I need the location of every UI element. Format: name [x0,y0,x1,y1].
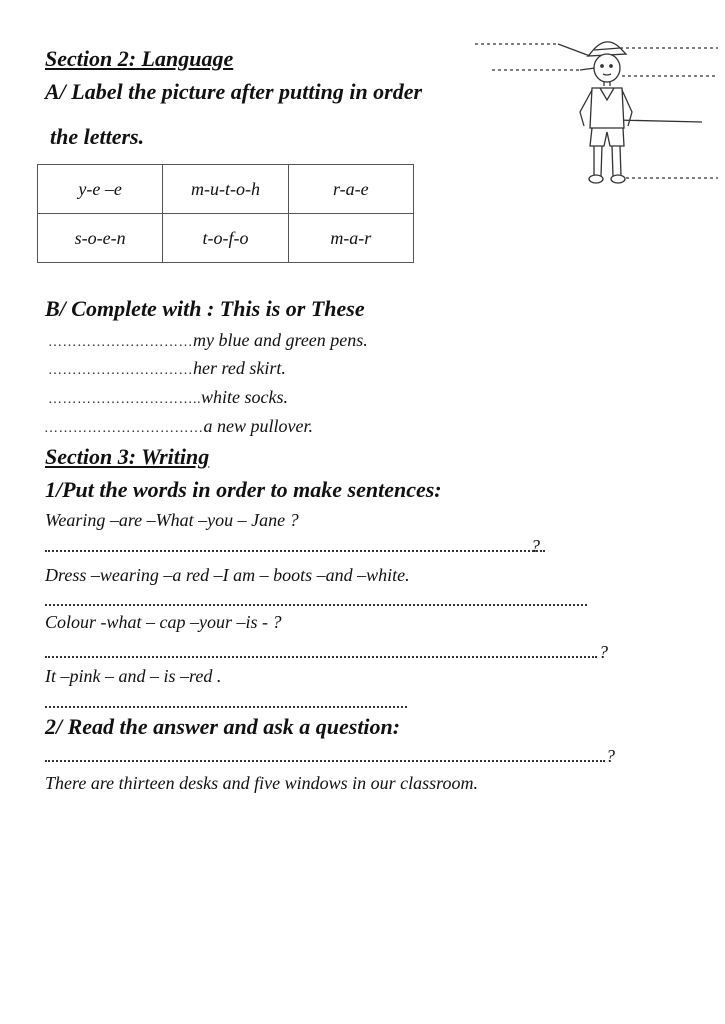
scrambled-sentence: Colour -what – cap –your –is - ? [45,612,282,632]
given-answer-sentence: There are thirteen desks and five windows in our classroom. [45,773,478,793]
scrambled-sentence: Wearing –are –What –you – Jane ? [45,510,299,530]
table-row [38,165,414,214]
question-mark: ? [606,746,615,766]
scrambled-sentence: It –pink – and – is –red . [45,666,222,686]
section3-title: Section 3: Writing [45,444,210,469]
question-mark: ? [599,642,608,662]
answer-line[interactable] [45,696,407,708]
partA-instruction-line2: the letters. [50,124,145,149]
table-row [38,214,414,263]
answer-blank[interactable]: …………………………… [44,421,204,436]
partB-item-text: my blue and green pens. [193,330,368,350]
table-cell: t-o-f-o [163,214,288,263]
table-cell: s-o-e-n [38,214,163,263]
partB-item-text: her red skirt. [193,358,286,378]
answer-line[interactable] [45,540,545,552]
question-mark: ? [531,536,540,556]
partA-instruction-line1: A/ Label the picture after putting in order [45,79,423,104]
partB-item-text: white socks. [201,387,288,407]
boy-with-cap-illustration [470,28,720,198]
scrambled-words-table [37,164,414,263]
answer-blank[interactable]: ………………………… [48,335,193,350]
partB-instruction: B/ Complete with : This is or These [45,296,365,321]
answer-blank[interactable]: ………………………… [48,363,193,378]
table-cell: m-a-r [288,214,413,263]
part2-instruction: 2/ Read the answer and ask a question: [45,714,401,739]
part1-instruction: 1/Put the words in order to make sentences: [45,477,442,502]
section2-title: Section 2: Language [45,46,234,71]
answer-line[interactable] [45,646,597,658]
partB-item [48,387,288,408]
answer-line[interactable] [45,594,587,606]
table-cell: y-e –e [38,165,163,214]
partB-item [48,358,286,379]
table-cell: r-a-e [288,165,413,214]
partB-item-text: a new pullover. [203,416,313,436]
answer-blank[interactable]: ………………………….. [48,392,201,407]
scrambled-sentence: Dress –wearing –a red –I am – boots –and –white. [45,565,410,585]
partB-item [48,330,368,351]
partB-item [44,416,313,437]
table-cell: m-u-t-o-h [163,165,288,214]
answer-line[interactable] [45,750,605,762]
